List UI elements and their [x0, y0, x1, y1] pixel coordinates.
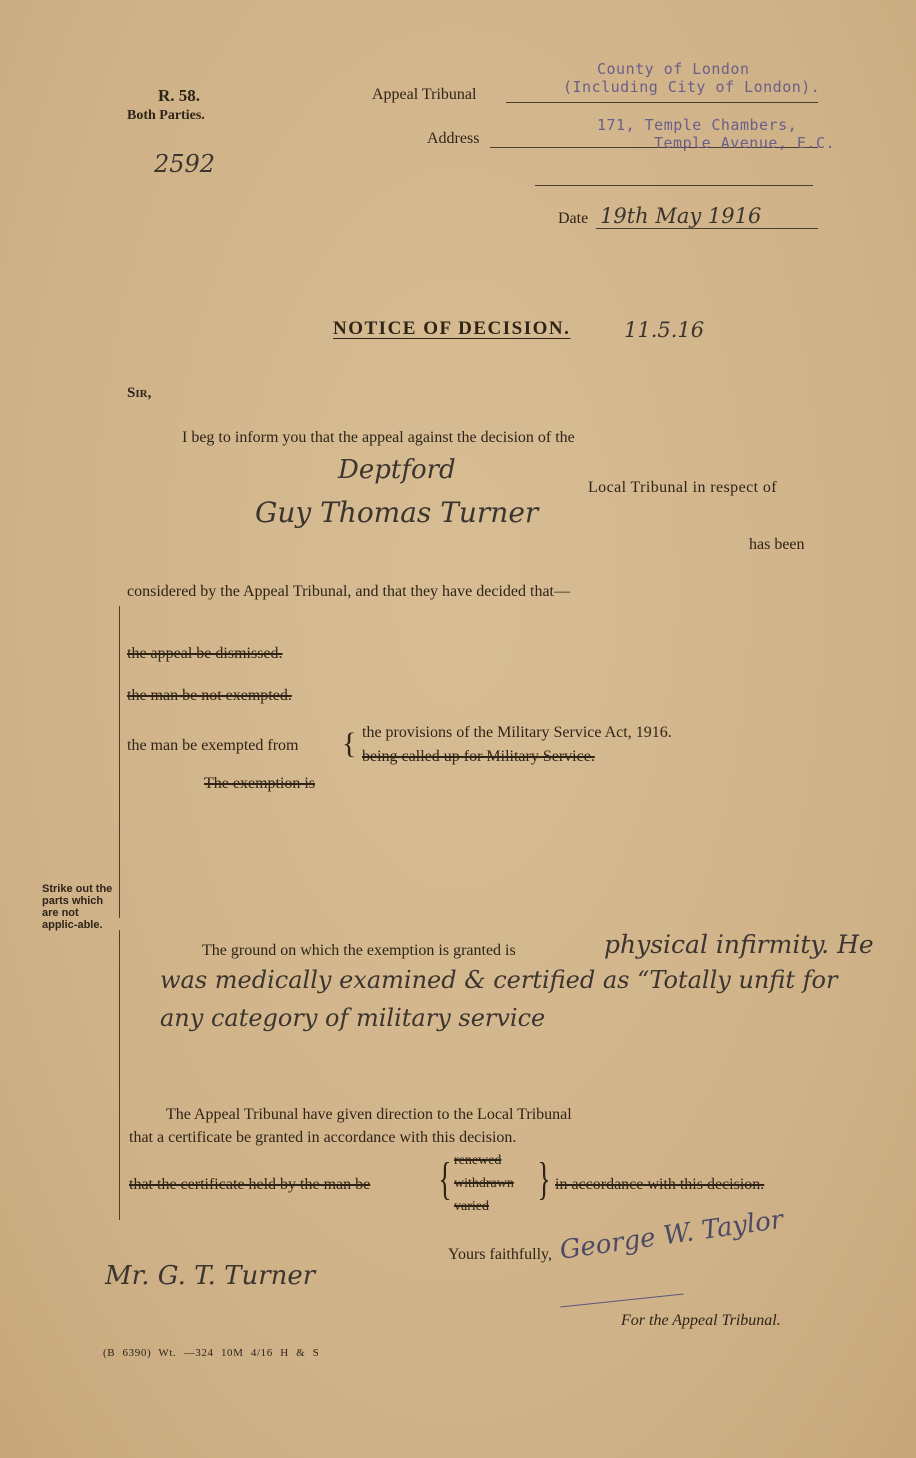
- person-name: Guy Thomas Turner: [255, 496, 539, 529]
- option-not-exempted: the man be not exempted.: [127, 687, 292, 704]
- salutation: Sir,: [127, 385, 152, 401]
- title-handwritten-date: 11.5.16: [624, 318, 705, 342]
- ground-handwritten-2: was medically examined & certified as “Totally unfit for: [160, 966, 838, 994]
- direction-line-1: The Appeal Tribunal have given direction to the Local Tribunal: [166, 1106, 572, 1123]
- date-value: 19th May 1916: [600, 204, 762, 228]
- cert-suffix: in accordance with this decision.: [555, 1176, 765, 1193]
- appeal-tribunal-rule: [506, 102, 818, 103]
- exemption-is-text: The exemption is: [204, 775, 316, 792]
- ground-handwritten-1: physical infirmity. He: [604, 930, 874, 959]
- left-brace-lower: [119, 930, 120, 1220]
- ground-handwritten-3: any category of military service: [160, 1004, 546, 1032]
- intro-text: I beg to inform you that the appeal against the decision of the: [182, 429, 575, 446]
- ground-text: The ground on which the exemption is granted is: [202, 942, 516, 959]
- closing-text: Yours faithfully,: [448, 1246, 553, 1263]
- address-label: Address: [427, 130, 480, 147]
- notice-title: NOTICE OF DECISION.: [333, 318, 571, 339]
- local-tribunal-name: Deptford: [338, 455, 456, 485]
- parties-label: Both Parties.: [127, 108, 205, 123]
- option-exempted: the man be exempted from: [127, 737, 299, 754]
- signature: George W. Taylor: [557, 1204, 786, 1266]
- has-been-text: has been: [749, 536, 805, 553]
- form-code: R. 58.: [158, 86, 201, 105]
- address-stamp-line2: Temple Avenue, E.C.: [654, 134, 836, 152]
- file-number: 2592: [154, 150, 216, 178]
- date-label: Date: [558, 210, 589, 227]
- date-rule: [596, 228, 818, 229]
- print-code: (B 6390) Wt. —324 10M 4/16 H & S: [103, 1347, 320, 1359]
- strike-out-note: Strike out the parts which are not applic-able.: [42, 883, 113, 931]
- addressee-name: Mr. G. T. Turner: [105, 1261, 316, 1291]
- direction-line-2: that a certificate be granted in accordance with this decision.: [129, 1129, 517, 1146]
- appeal-tribunal-label: Appeal Tribunal: [372, 86, 477, 103]
- for-tribunal-text: For the Appeal Tribunal.: [621, 1312, 781, 1329]
- cert-varied: varied: [454, 1199, 489, 1214]
- address-stamp-line1: 171, Temple Chambers,: [597, 116, 798, 134]
- cert-brace-left: {: [438, 1153, 452, 1204]
- address-rule-2: [535, 185, 813, 186]
- left-brace-upper: [119, 606, 120, 918]
- signature-underline: [560, 1294, 683, 1308]
- exempt-option-1: the provisions of the Military Service Act, 1916.: [362, 724, 672, 741]
- option-dismissed: the appeal be dismissed.: [127, 645, 283, 662]
- cert-withdrawn: withdrawn: [454, 1176, 514, 1191]
- exempt-option-2: being called up for Military Service.: [362, 748, 595, 765]
- exempt-brace: {: [342, 727, 357, 760]
- cert-brace-right: }: [537, 1153, 551, 1204]
- tribunal-stamp-line2: (Including City of London).: [563, 78, 821, 96]
- considered-text: considered by the Appeal Tribunal, and that they have decided that—: [127, 583, 570, 600]
- cert-renewed: renewed: [454, 1153, 502, 1168]
- tribunal-stamp-line1: County of London: [597, 60, 750, 78]
- local-tribunal-text: Local Tribunal in respect of: [588, 479, 777, 496]
- cert-prefix: that the certificate held by the man be: [129, 1176, 371, 1193]
